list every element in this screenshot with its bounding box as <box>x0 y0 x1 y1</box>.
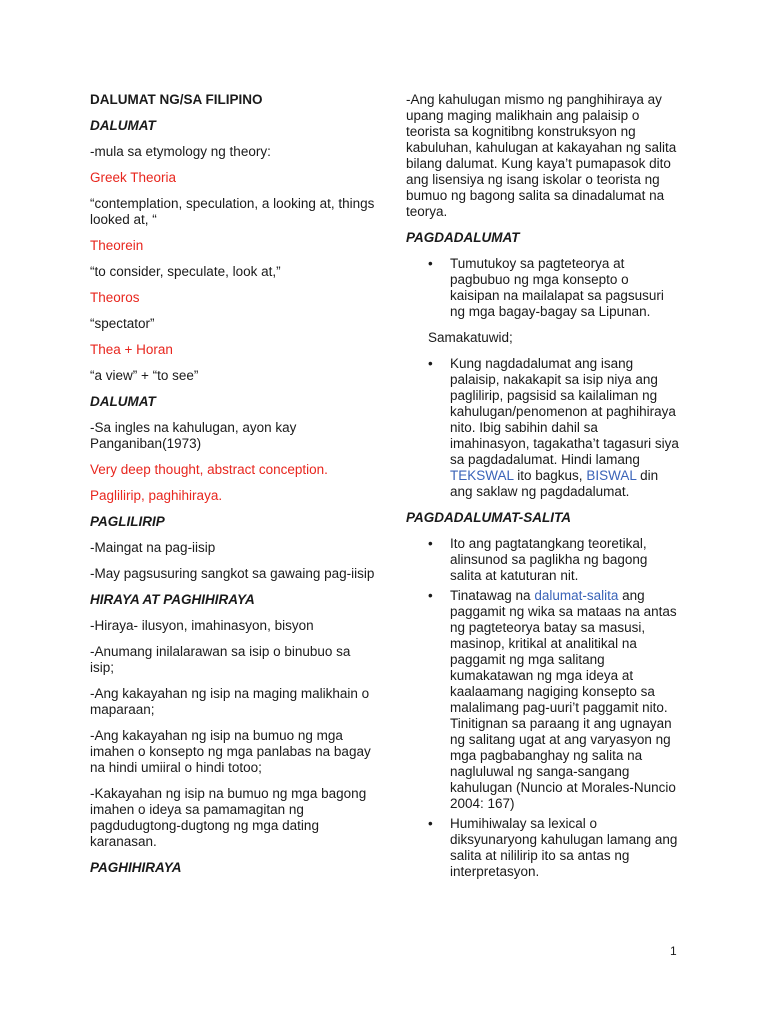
paragraph: “contemplation, speculation, a looking at, things looked at, “ <box>90 196 375 227</box>
paragraph: -Ang kakayahan ng isip na maging malikhain o maparaan; <box>90 686 370 717</box>
list-item <box>406 588 681 812</box>
list-item-text: Tumutukoy sa pagteteorya at pagbubuo ng mga konsepto o kaisipan na mailalapat sa pagsusuri ng mga bagay-bagay sa Lipunan. <box>450 256 664 319</box>
right-column <box>406 92 681 890</box>
paragraph: -Ang kakayahan ng isip na bumuo ng mga imahen o konsepto ng mga panlabas na bagay na hindi umiiral o hindi totoo; <box>90 728 371 775</box>
term-theoros: Theoros <box>90 290 140 305</box>
bullet-icon: • <box>428 816 433 831</box>
list-item-text: Ito ang pagtatangkang teoretikal, alinsunod sa paglikha ng bagong salita at katuturan nit. <box>450 536 648 583</box>
bullet-list <box>406 536 681 880</box>
left-column <box>90 92 375 886</box>
keyword-tekswal: TEKSWAL <box>450 468 514 483</box>
paragraph: “a view” + “to see” <box>90 368 199 383</box>
bullet-icon: • <box>428 588 433 603</box>
heading-pagdadalumat-salita: PAGDADALUMAT-SALITA <box>406 510 571 525</box>
page-number: 1 <box>670 944 677 958</box>
keyword-biswal: BISWAL <box>586 468 637 483</box>
heading-paglilirip: PAGLILIRIP <box>90 514 165 529</box>
bullet-icon: • <box>428 256 433 271</box>
paragraph: -Hiraya- ilusyon, imahinasyon, bisyon <box>90 618 314 633</box>
list-item-text: Humihiwalay sa lexical o diksyunaryong kahulugan lamang ang salita at nililirip ito sa antas ng interpretasyon. <box>450 816 678 879</box>
list-item <box>406 356 681 500</box>
paragraph: Samakatuwid; <box>428 330 513 345</box>
term-theorein: Theorein <box>90 238 144 253</box>
list-item-text-b: ito bagkus, <box>513 468 587 483</box>
paragraph: -Maingat na pag-iisip <box>90 540 216 555</box>
list-item-text-a: Tinatawag na <box>450 588 535 603</box>
term-greek-theoria: Greek Theoria <box>90 170 177 185</box>
paragraph: -Anumang inilalarawan sa isip o binubuo sa isip; <box>90 644 351 675</box>
paragraph: -mula sa etymology ng theory: <box>90 144 271 159</box>
keyword-dalumat-salita: dalumat-salita <box>534 588 619 603</box>
heading-dalumat-2: DALUMAT <box>90 394 156 409</box>
list-item-text-b: ang paggamit ng wika sa mataas na antas ng pagteteorya batay sa masusi, masinop, kritikal at analitikal na paggamit ng mga salitang kumakatawan ng mga ideya at kaalaamang nagiging konsepto sa malalimang pag-uuri’t paggamit nito. Tinitignan sa paraang it ang ugnayan ng salitang ugat at ang varyasyon ng mga pagbabanghay ng salita na nagluluwal ng sanga-sangang kahulugan (Nuncio at Morales-Nuncio 2004: 167) <box>450 588 677 811</box>
paragraph: -Ang kahulugan mismo ng panghihiraya ay upang maging malikhain ang palaisip o teorista sa kognitibng konstruksyon ng kabuluhan, kahulugan at kakayahan ng salita bilang dalumat. Kung kaya’t pumapasok dito ang lisensiya ng isang iskolar o teorista ng bumuo ng bagong salita sa dinadalumat na teorya. <box>406 92 677 219</box>
bullet-icon: • <box>428 356 433 371</box>
bullet-list <box>406 356 681 500</box>
paragraph: -May pagsusuring sangkot sa gawaing pag-iisip <box>90 566 375 581</box>
bullet-icon: • <box>428 536 433 551</box>
red-definition: Very deep thought, abstract conception. <box>90 462 328 477</box>
list-item-text-a: Kung nagdadalumat ang isang palaisip, nakakapit sa isip niya ang paglilirip, pagsisid sa kailaliman ng kahulugan/penomenon at paghihiraya nito. Ibig sabihin dahil sa imahinasyon, tagakatha’t tagasuri siya sa pagdadalumat. Hindi lamang <box>450 356 679 467</box>
paragraph: “spectator” <box>90 316 155 331</box>
paragraph: “to consider, speculate, look at,” <box>90 264 281 279</box>
paragraph: -Kakayahan ng isip na bumuo ng mga bagong imahen o ideya sa pamamagitan ng pagdudugtong-dugtong ng mga dating karanasan. <box>90 786 367 849</box>
term-thea-horan: Thea + Horan <box>90 342 173 357</box>
list-item <box>406 536 681 584</box>
bullet-list <box>406 256 681 320</box>
heading-pagdadalumat: PAGDADALUMAT <box>406 230 520 245</box>
heading-paghihiraya: PAGHIHIRAYA <box>90 860 182 875</box>
list-item <box>406 816 681 880</box>
paragraph: -Sa ingles na kahulugan, ayon kay Panganiban(1973) <box>90 420 297 451</box>
red-definition-2: Paglilirip, paghihiraya. <box>90 488 223 503</box>
heading-hiraya: HIRAYA AT PAGHIHIRAYA <box>90 592 255 607</box>
heading-dalumat: DALUMAT <box>90 118 156 133</box>
list-item-text-c: din ang saklaw ng pagdadalumat. <box>450 468 659 499</box>
list-item <box>406 256 681 320</box>
document-title: DALUMAT NG/SA FILIPINO <box>90 92 263 107</box>
